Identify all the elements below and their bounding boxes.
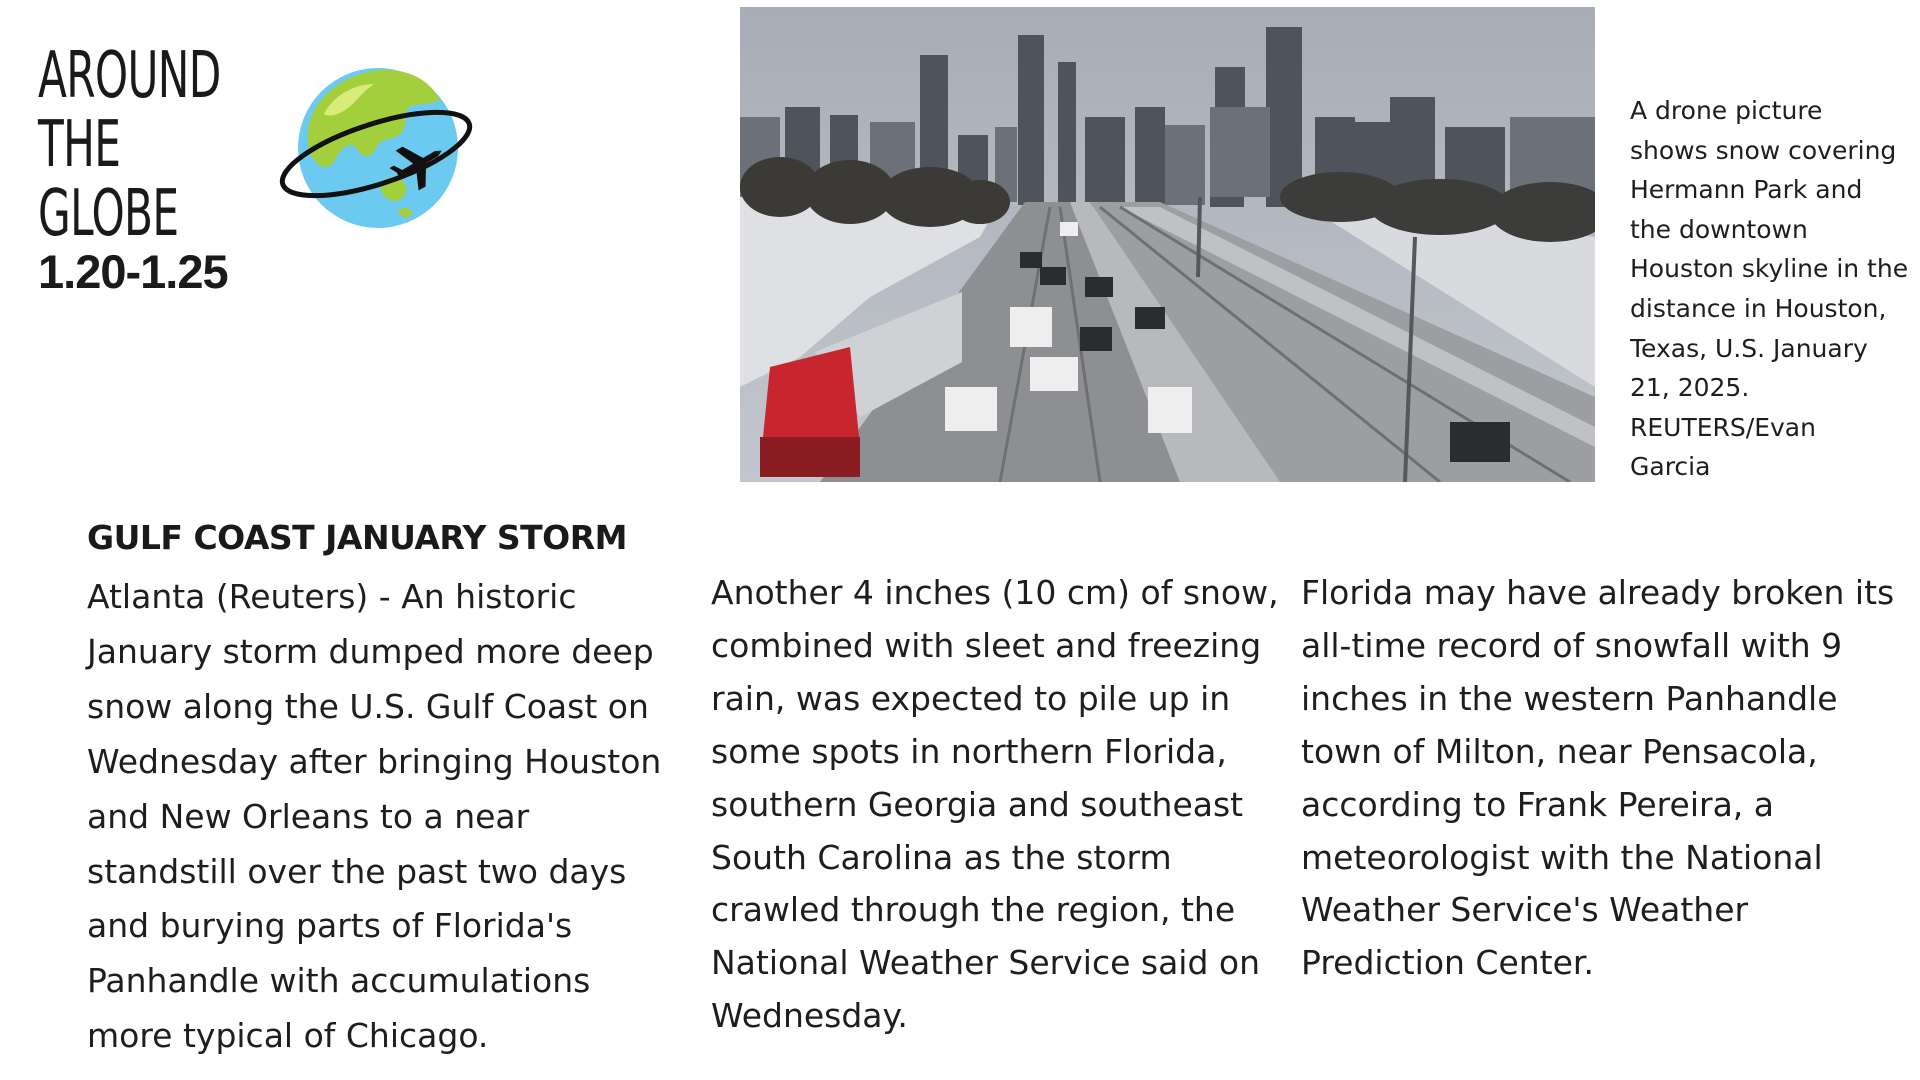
masthead-title-line: THE xyxy=(38,108,121,182)
caption-line: Houston skyline in the xyxy=(1630,254,1909,284)
article-column-1 xyxy=(87,570,687,1064)
article-line: and New Orleans to a near xyxy=(87,796,530,836)
globe-with-airplane-icon xyxy=(278,62,478,232)
caption-line: Hermann Park and xyxy=(1630,175,1863,205)
article-line: and burying parts of Florida's xyxy=(87,906,573,946)
article-column-3 xyxy=(1301,567,1895,990)
caption-line: REUTERS/Evan xyxy=(1630,412,1816,442)
article-line: Wednesday after bringing Houston xyxy=(87,741,662,781)
article-line: Prediction Center. xyxy=(1301,943,1594,983)
article-line: some spots in northern Florida, xyxy=(711,731,1227,771)
article-line: South Carolina as the storm xyxy=(711,837,1172,877)
article-line: snow along the U.S. Gulf Coast on xyxy=(87,686,649,726)
article-line: Another 4 inches (10 cm) of snow, xyxy=(711,573,1279,612)
caption-line: 21, 2025. xyxy=(1630,373,1750,403)
caption-line: the downtown xyxy=(1630,214,1808,244)
masthead-title-line: GLOBE xyxy=(38,177,179,251)
caption-line: distance in Houston, xyxy=(1630,293,1887,323)
caption-line: A drone picture xyxy=(1630,96,1823,125)
article-line: all-time record of snowfall with 9 xyxy=(1301,625,1843,665)
article-line: National Weather Service said on xyxy=(711,943,1261,983)
caption-line: Texas, U.S. January xyxy=(1630,333,1868,363)
article-line: meteorologist with the National xyxy=(1301,837,1823,877)
article-line: Panhandle with accumulations xyxy=(87,961,591,1001)
article-line: crawled through the region, the xyxy=(711,890,1236,930)
article-line: Florida may have already broken its xyxy=(1301,573,1895,612)
article-line: Atlanta (Reuters) - An historic xyxy=(87,577,577,616)
article-line: inches in the western Panhandle xyxy=(1301,678,1838,718)
storm-highway-photo xyxy=(740,7,1595,482)
article-line: Weather Service's Weather xyxy=(1301,890,1749,930)
article-line: southern Georgia and southeast xyxy=(711,784,1244,824)
caption-line: Garcia xyxy=(1630,452,1711,482)
article-line: combined with sleet and freezing xyxy=(711,625,1262,665)
masthead-title-line: AROUND xyxy=(38,39,221,113)
photo-caption xyxy=(1630,91,1910,487)
masthead-dates: 1.20-1.25 xyxy=(38,245,228,298)
article-line: rain, was expected to pile up in xyxy=(711,678,1231,718)
article-line: January storm dumped more deep xyxy=(87,631,654,671)
article-line: more typical of Chicago. xyxy=(87,1016,489,1056)
article-column-2 xyxy=(711,567,1281,1043)
article-line: standstill over the past two days xyxy=(87,851,627,891)
masthead-title xyxy=(38,39,221,251)
article-line: town of Milton, near Pensacola, xyxy=(1301,731,1818,771)
caption-line: shows snow covering xyxy=(1630,135,1897,165)
article-headline: GULF COAST JANUARY STORM xyxy=(87,518,627,557)
article-line: according to Frank Pereira, a xyxy=(1301,784,1774,824)
article-line: Wednesday. xyxy=(711,996,908,1036)
